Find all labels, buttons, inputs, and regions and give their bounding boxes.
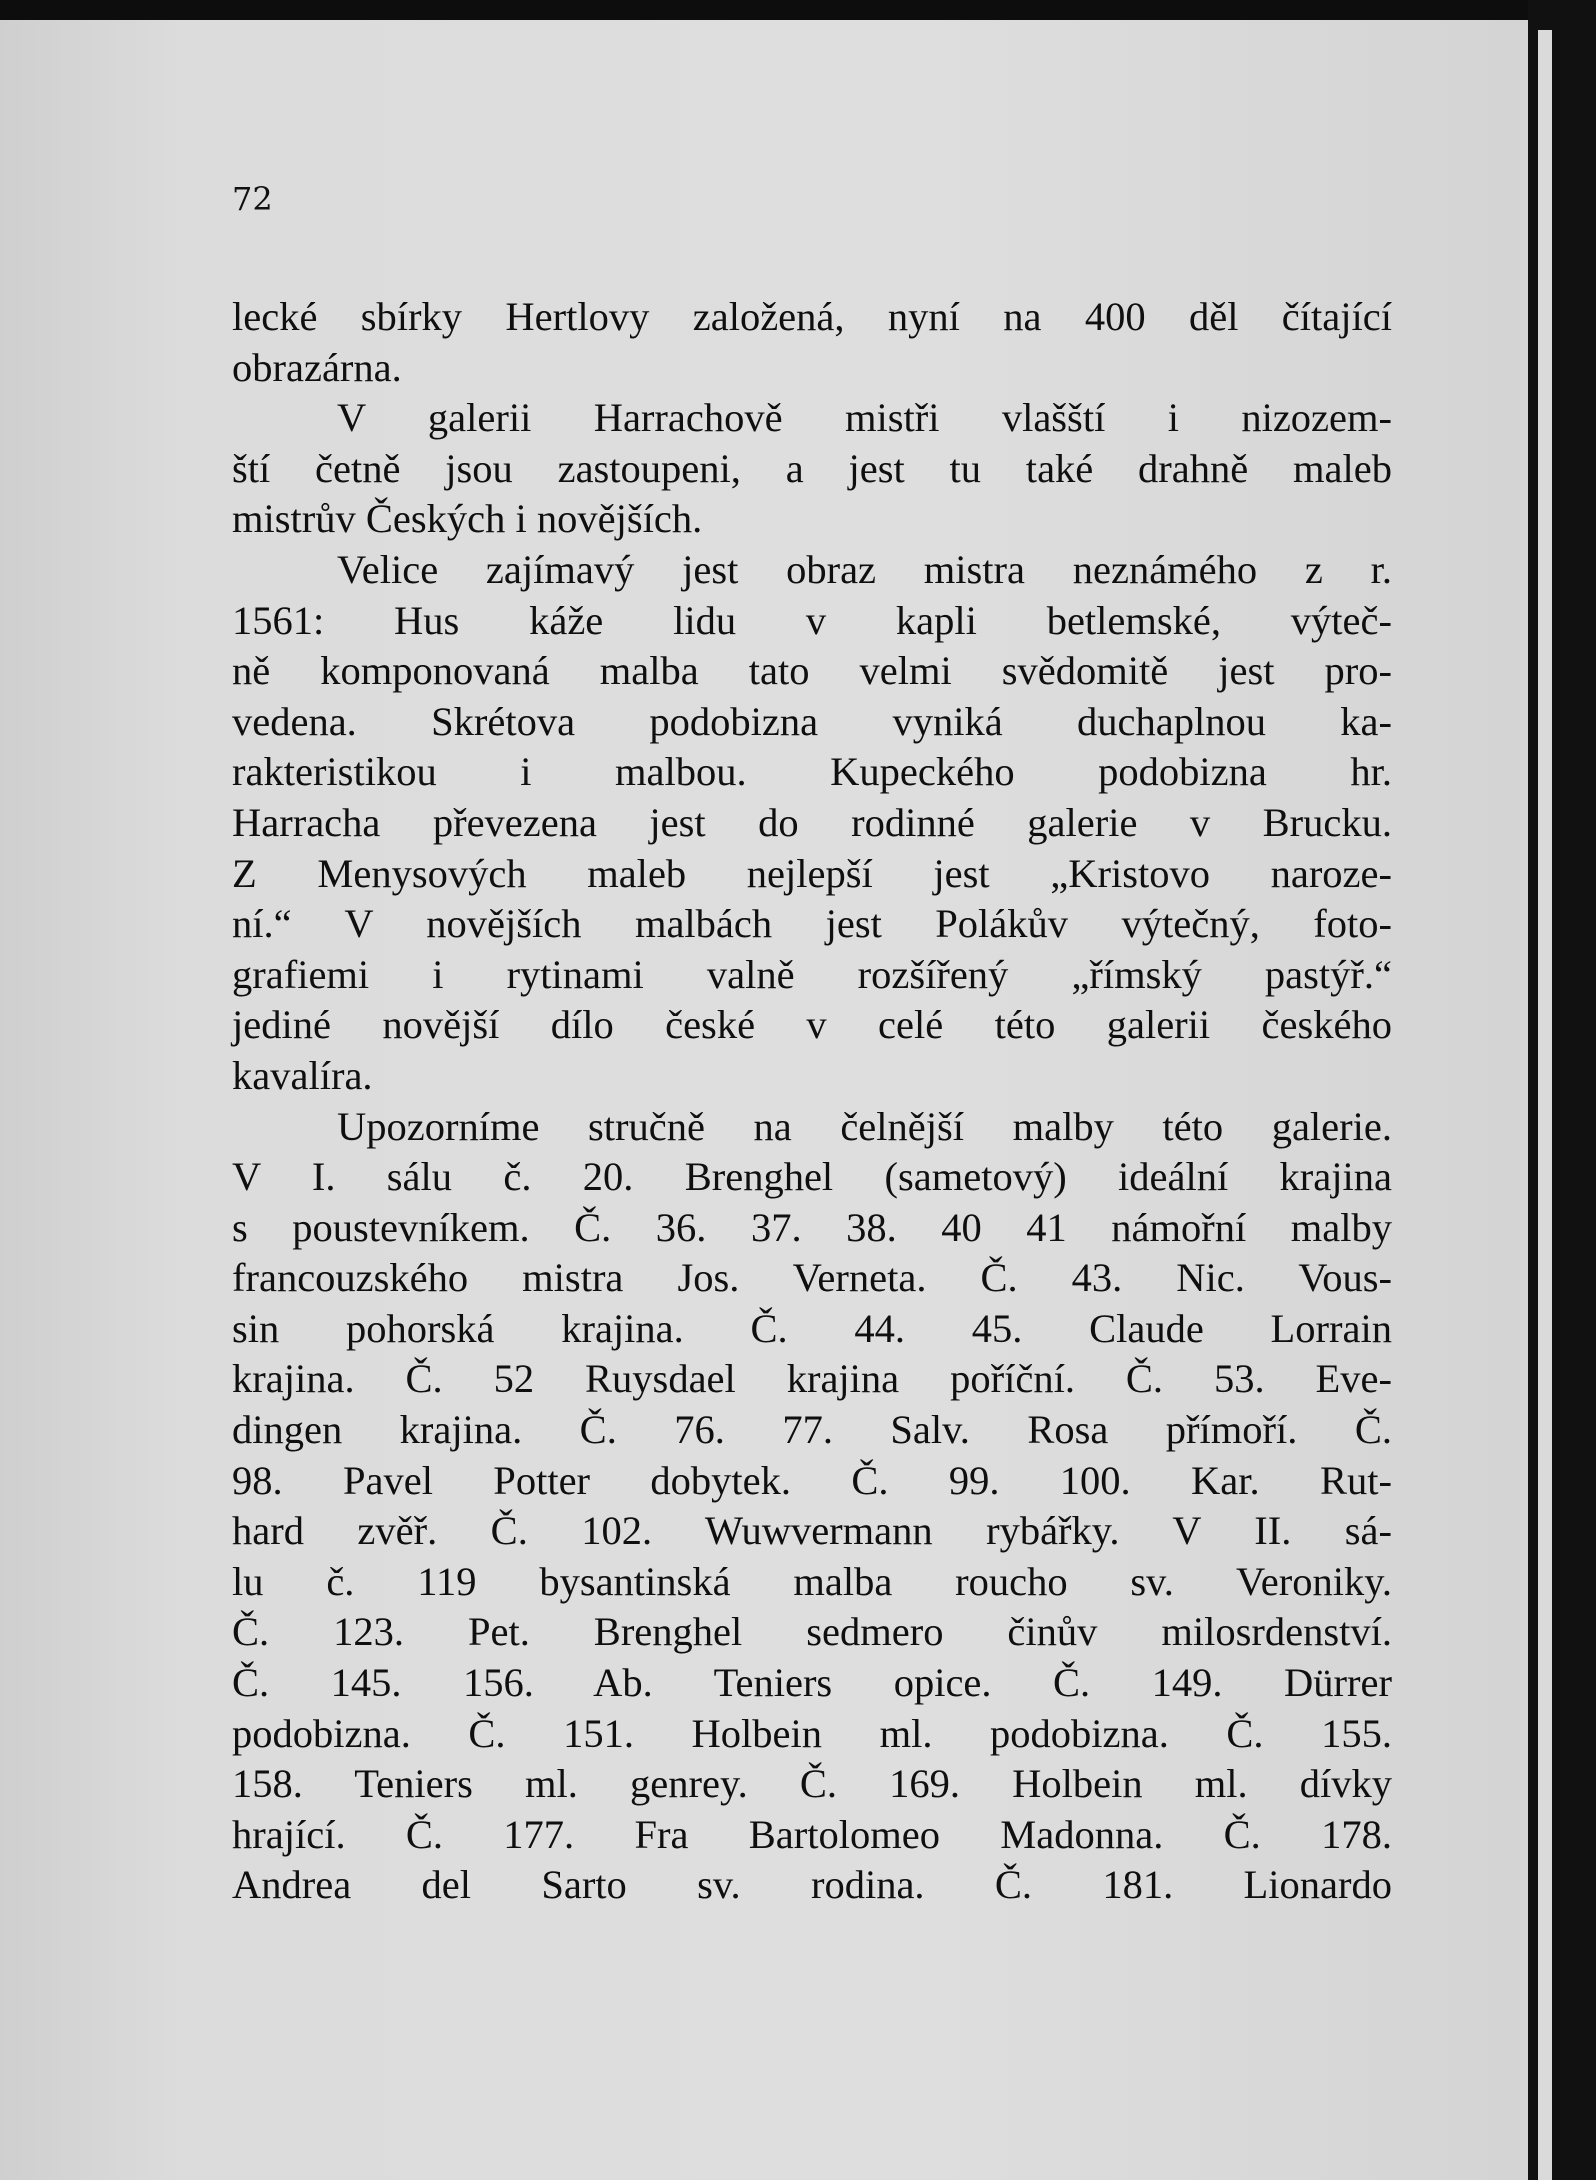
text-line: mistrův Českých i novějších.: [232, 496, 703, 542]
page-edge-dark: [1528, 0, 1596, 2180]
text-line: Upozorníme stručně na čelnější malby této galerie.: [337, 1103, 1392, 1149]
text-line: francouzského mistra Jos. Verneta. Č. 43. Nic. Vous-: [232, 1255, 1392, 1301]
text-line: grafiemi i rytinami valně rozšířený „římský pastýř.“: [232, 951, 1392, 997]
text-line: krajina. Č. 52 Ruysdael krajina poříční. Č. 53. Eve-: [232, 1356, 1392, 1402]
text-line: kavalíra.: [232, 1052, 373, 1098]
text-line: Velice zajímavý jest obraz mistra neznámého z r.: [337, 546, 1392, 592]
text-line: Harracha převezena jest do rodinné galerie v Brucku.: [232, 799, 1392, 845]
text-line: ští četně jsou zastoupeni, a jest tu také drahně maleb: [232, 445, 1392, 491]
text-line: Z Menysových maleb nejlepší jest „Kristovo naroze-: [232, 850, 1392, 896]
text-line: lecké sbírky Hertlovy založená, nyní na 400 děl čítající: [232, 294, 1392, 339]
book-page: [0, 20, 1528, 2180]
text-line: s poustevníkem. Č. 36. 37. 38. 40 41 námořní malby: [232, 1204, 1392, 1250]
text-line: vedena. Skrétova podobizna vyniká duchaplnou ka-: [232, 698, 1392, 744]
text-line: 98. Pavel Potter dobytek. Č. 99. 100. Kar. Rut-: [232, 1457, 1392, 1503]
text-line: rakteristikou i malbou. Kupeckého podobizna hr.: [232, 749, 1392, 795]
text-line: 1561: Hus káže lidu v kapli betlemské, výteč-: [232, 597, 1392, 643]
body-text: [232, 292, 1392, 1911]
text-line: hrající. Č. 177. Fra Bartolomeo Madonna. Č. 178.: [232, 1811, 1392, 1857]
text-line: dingen krajina. Č. 76. 77. Salv. Rosa přímoří. Č.: [232, 1407, 1392, 1453]
text-line: jediné novější dílo české v celé této galerii českého: [232, 1002, 1392, 1048]
text-line: 158. Teniers ml. genrey. Č. 169. Holbein ml. dívky: [232, 1761, 1392, 1807]
text-line: ně komponovaná malba tato velmi svědomitě jest pro-: [232, 648, 1392, 694]
text-line: obrazárna.: [232, 344, 402, 390]
text-line: podobizna. Č. 151. Holbein ml. podobizna. Č. 155.: [232, 1710, 1392, 1756]
page-number: 72: [232, 180, 273, 218]
text-line: ní.“ V novějších malbách jest Polákův výtečný, foto-: [232, 901, 1392, 947]
text-line: hard zvěř. Č. 102. Wuwvermann rybářky. V II. sá-: [232, 1508, 1392, 1554]
adjacent-page-strip: [1538, 30, 1552, 2180]
text-line: lu č. 119 bysantinská malba roucho sv. Veroniky.: [232, 1558, 1392, 1604]
text-line: Andrea del Sarto sv. rodina. Č. 181. Lionardo: [232, 1862, 1392, 1908]
text-line: Č. 145. 156. Ab. Teniers opice. Č. 149. Dürrer: [232, 1660, 1392, 1706]
text-line: sin pohorská krajina. Č. 44. 45. Claude Lorrain: [232, 1305, 1392, 1351]
text-line: V galerii Harrachově mistři vlašští i nizozem-: [337, 395, 1392, 441]
text-line: Č. 123. Pet. Brenghel sedmero činův milosrdenství.: [232, 1609, 1392, 1655]
text-line: V I. sálu č. 20. Brenghel (sametový) ideální krajina: [232, 1154, 1392, 1200]
